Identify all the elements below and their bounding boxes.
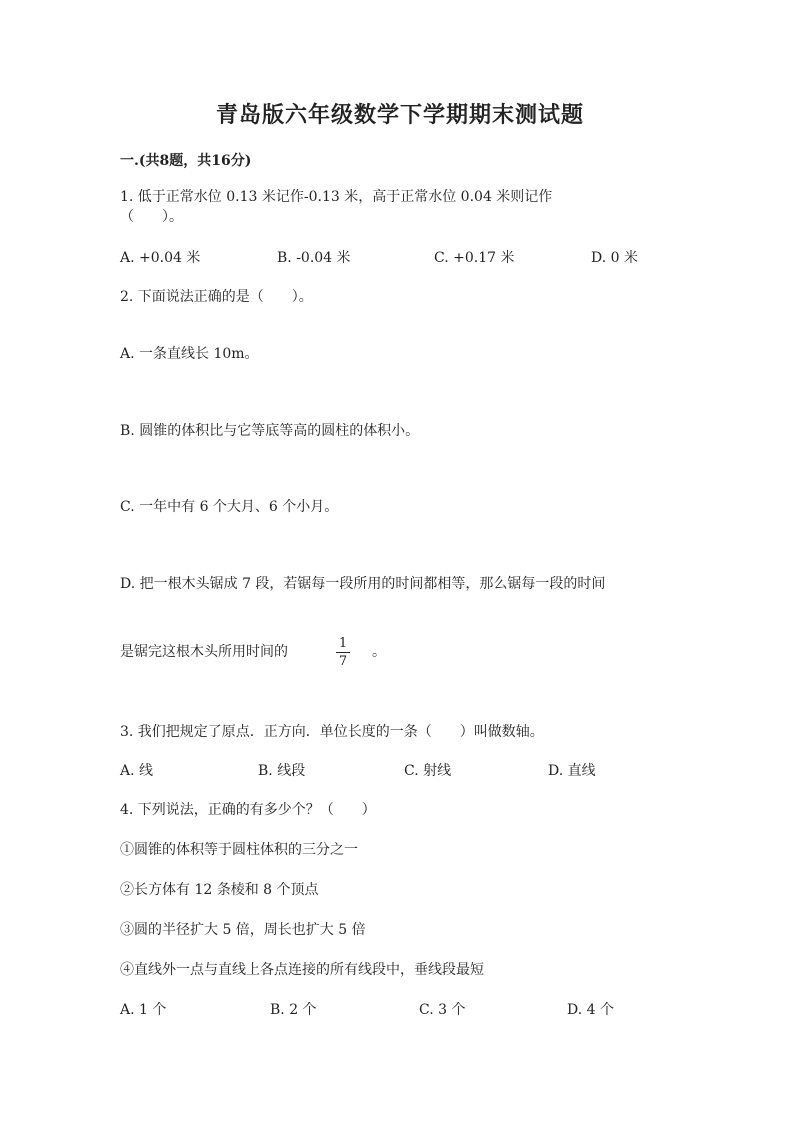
fraction-bar <box>336 652 350 653</box>
question-2-option-b: B. 圆锥的体积比与它等底等高的圆柱的体积小。 <box>120 423 420 439</box>
question-1-option-b: B. -0.04 米 <box>277 250 351 266</box>
question-1-option-a: A. +0.04 米 <box>120 250 201 266</box>
question-3-option-d: D. 直线 <box>548 763 596 779</box>
question-4-stem: 4. 下列说法，正确的有多少个？（ ） <box>120 802 376 818</box>
question-2-option-c: C. 一年中有 6 个大月、6 个小月。 <box>120 499 339 515</box>
question-4-statement-3: ③圆的半径扩大 5 倍，周长也扩大 5 倍 <box>120 922 366 938</box>
question-4-statement-4: ④直线外一点与直线上各点连接的所有线段中，垂线段最短 <box>120 962 484 978</box>
question-2-option-d-line2: 是锯完这根木头所用时间的 <box>120 644 288 660</box>
question-4-option-d: D. 4 个 <box>567 1002 614 1018</box>
question-2-stem: 2. 下面说法正确的是（ ）。 <box>120 289 313 305</box>
question-3-option-b: B. 线段 <box>258 763 306 779</box>
page-title: 青岛版六年级数学下学期期末测试题 <box>215 102 584 128</box>
fraction-numerator: 1 <box>338 636 348 651</box>
question-1-stem-line1: 1. 低于正常水位 0.13 米记作-0.13 米，高于正常水位 0.04 米则记作 <box>120 189 553 205</box>
question-3-option-a: A. 线 <box>120 763 154 779</box>
question-2-option-d: D. 把一根木头锯成 7 段，若锯每一段所用的时间都相等，那么锯每一段的时间 <box>120 576 606 592</box>
question-4-option-b: B. 2 个 <box>270 1002 317 1018</box>
fraction-one-seventh <box>336 636 350 669</box>
section-heading: 一.(共8题，共16分) <box>120 153 252 169</box>
question-1-stem-line2: （ ）。 <box>120 209 183 225</box>
question-4-statement-1: ①圆锥的体积等于圆柱体积的三分之一 <box>120 842 358 858</box>
question-4-option-c: C. 3 个 <box>419 1002 466 1018</box>
question-3-option-c: C. 射线 <box>404 763 452 779</box>
question-2-option-d-end: 。 <box>372 644 386 660</box>
question-1-option-d: D. 0 米 <box>591 250 638 266</box>
question-4-statement-2: ②长方体有 12 条棱和 8 个顶点 <box>120 882 319 898</box>
question-3-stem: 3. 我们把规定了原点．正方向．单位长度的一条（ ）叫做数轴。 <box>120 724 544 740</box>
question-1-option-c: C. +0.17 米 <box>434 250 515 266</box>
question-4-option-a: A. 1 个 <box>120 1002 167 1018</box>
fraction-denominator: 7 <box>338 654 348 669</box>
question-2-option-a: A. 一条直线长 10m。 <box>120 346 259 362</box>
